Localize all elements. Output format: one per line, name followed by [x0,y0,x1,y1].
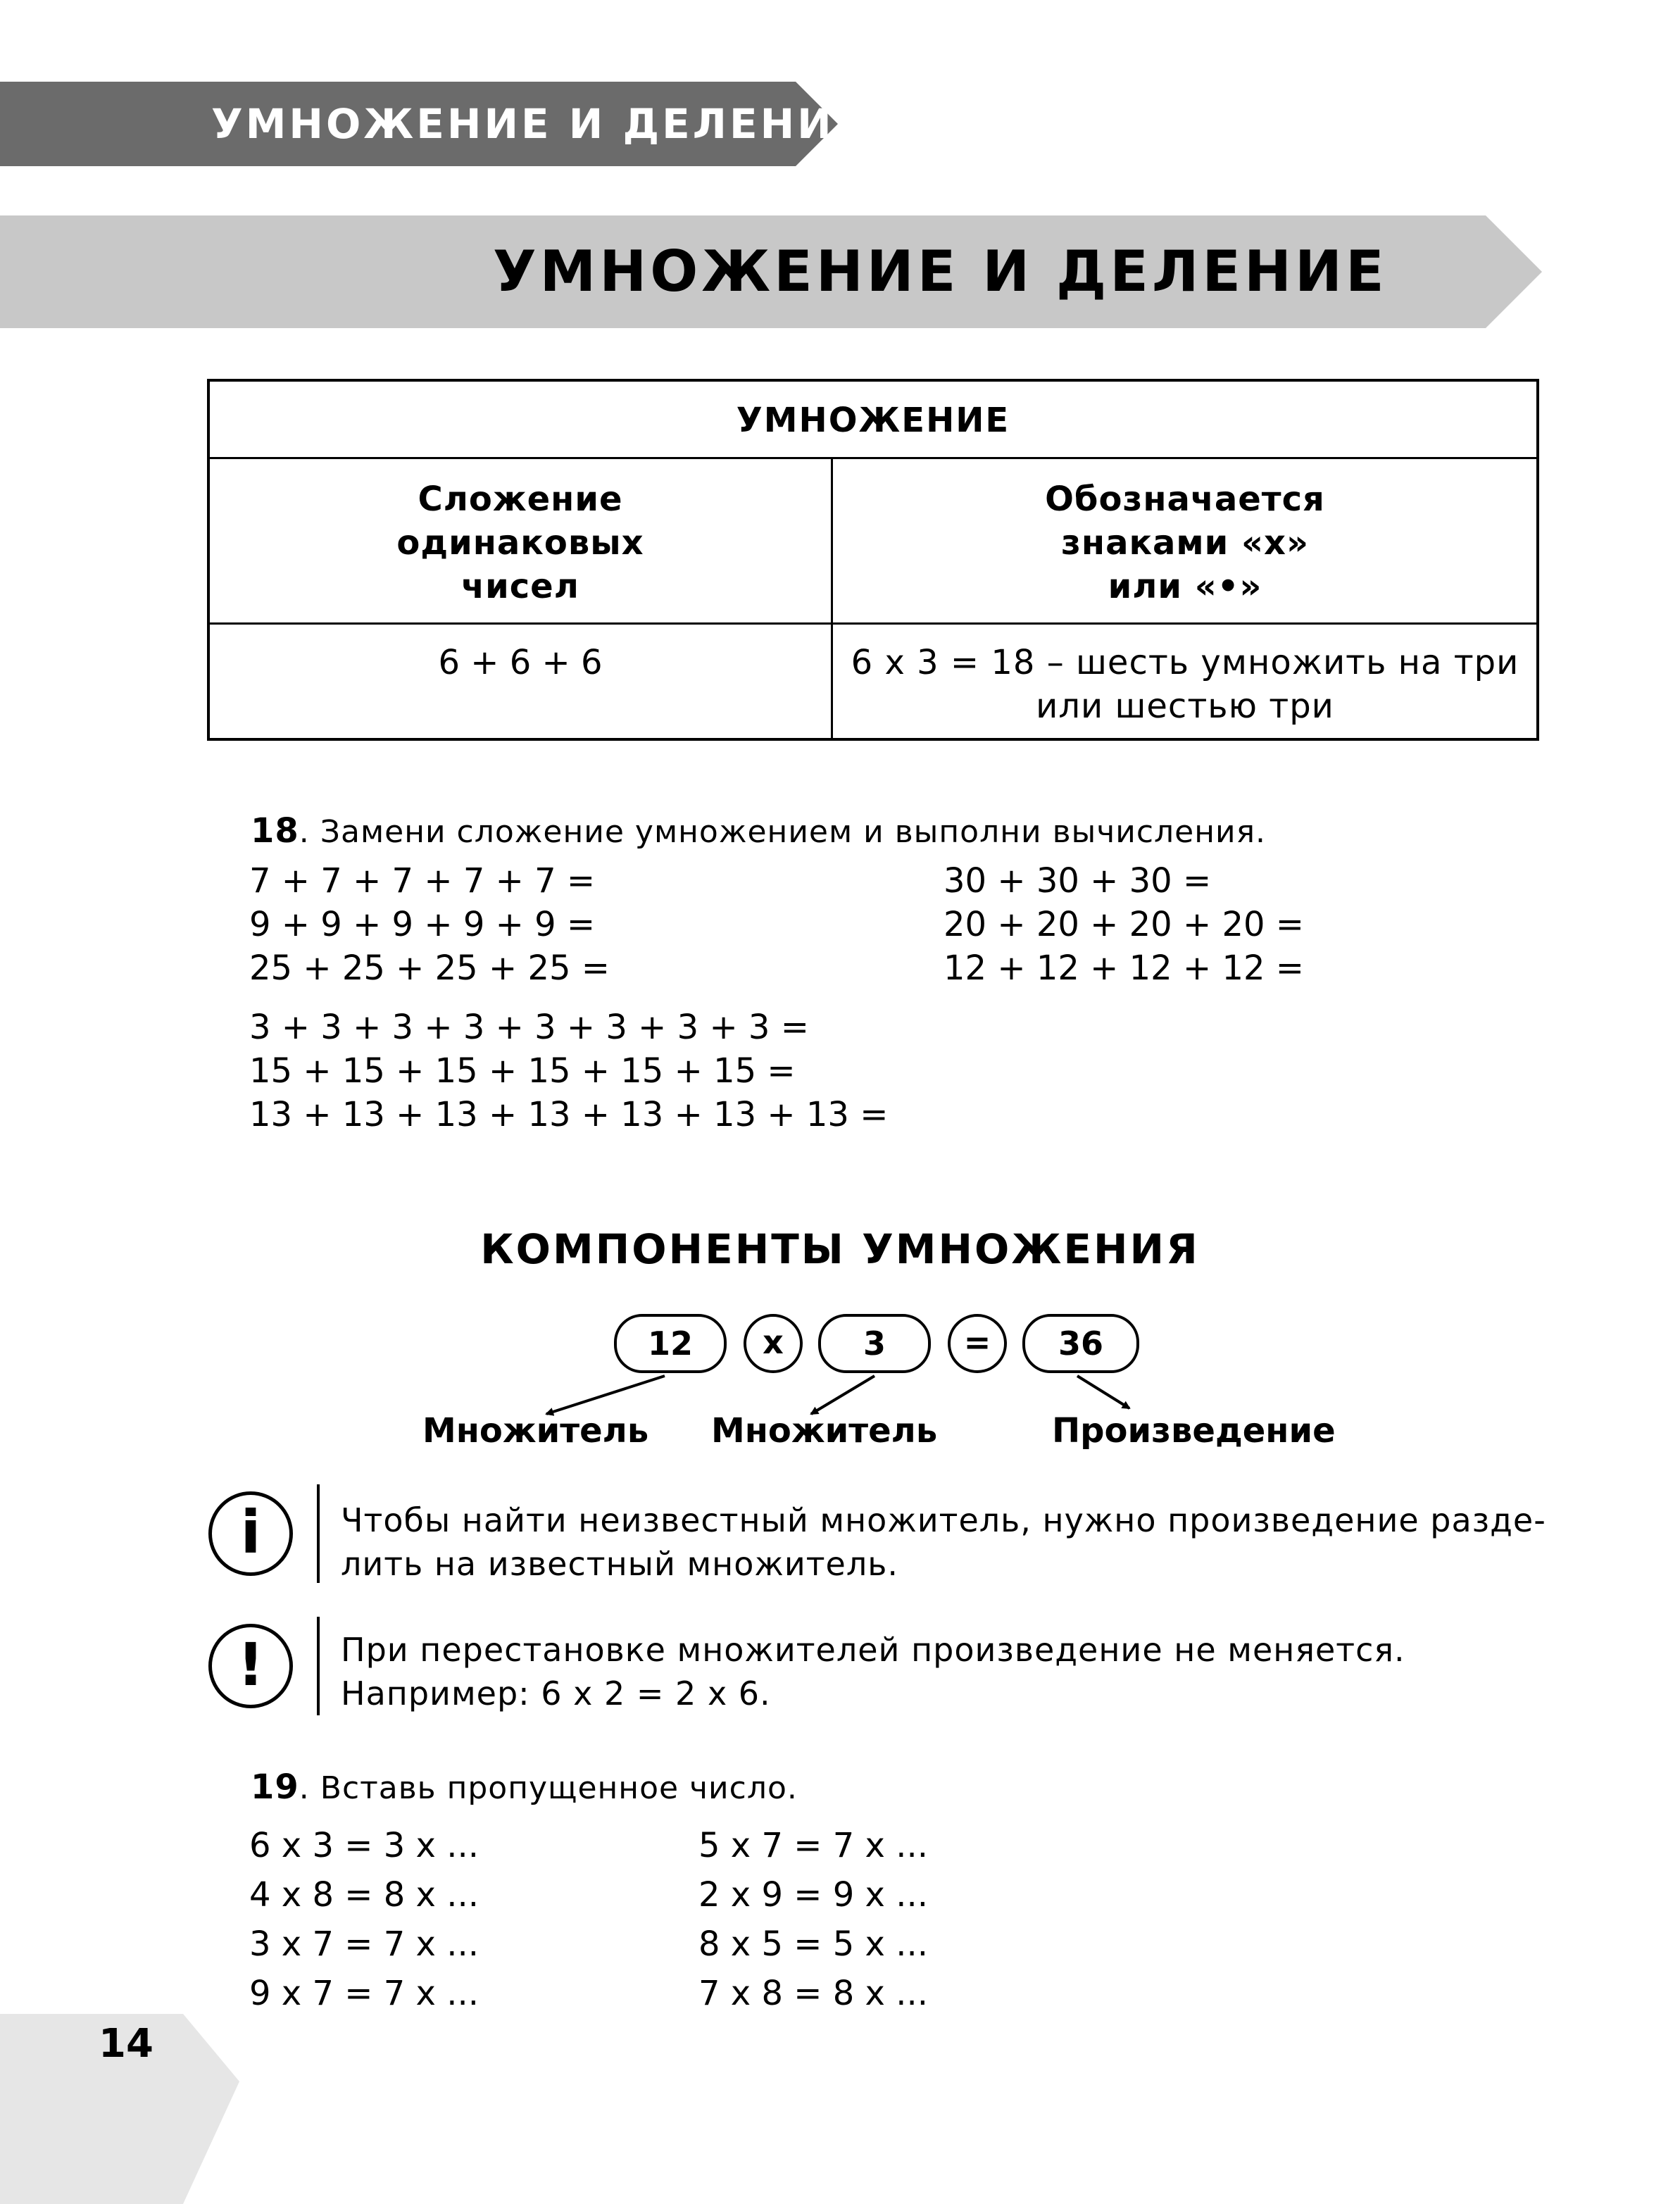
exercise-19-right-column [698,1821,928,2018]
expression: 2 х 9 = 9 х ... [698,1875,928,1915]
expression: 4 х 8 = 8 х ... [249,1875,479,1915]
exercise-number: 19 [251,1767,299,1807]
product-box: 36 [1022,1314,1139,1373]
exercise-instruction: . Вставь пропущенное число. [299,1770,798,1806]
factor1-box: 12 [614,1314,727,1373]
info-note-line: лить на известный множитель. [341,1545,898,1583]
label-factor1: Множитель [422,1411,649,1451]
warning-note-line: При перестановке множителей произведение не меняется. [341,1631,1405,1669]
warning-note-line: Например: 6 х 2 = 2 х 6. [341,1674,771,1713]
info-note-line: Чтобы найти неизвестный множитель, нужно произведение разде- [341,1501,1546,1539]
expression: 12 + 12 + 12 + 12 = [944,948,1304,988]
components-title: КОМПОНЕНТЫ УМНОЖЕНИЯ [480,1225,1200,1273]
table-cell-left-example: 6 + 6 + 6 [438,643,603,682]
warning-note-text [341,1628,1405,1715]
info-note-text [341,1498,1545,1586]
multiply-sign-box: х [744,1314,803,1373]
exercise-19-left-column [249,1821,479,2018]
page-title: УМНОЖЕНИЕ И ДЕЛЕНИЕ [493,239,1388,304]
expression: 3 + 3 + 3 + 3 + 3 + 3 + 3 + 3 = [249,1008,809,1047]
info-icon: i [208,1491,293,1576]
exercise-number: 18 [251,811,299,851]
table-cell-right-header: Обозначается знаками «х» или «•» [1045,480,1325,606]
section-label: УМНОЖЕНИЕ И ДЕЛЕНИЕ [211,100,865,148]
exercise-instruction: . Замени сложение умножением и выполни вычисления. [299,814,1267,850]
factor2-box: 3 [818,1314,931,1373]
note-divider [317,1484,320,1583]
expression: 7 + 7 + 7 + 7 + 7 = [249,861,596,901]
expression: 9 + 9 + 9 + 9 + 9 = [249,905,596,944]
equals-sign-box: = [948,1314,1007,1373]
expression: 5 х 7 = 7 х ... [698,1826,928,1865]
expression: 8 х 5 = 5 х ... [698,1924,928,1964]
exercise-19-title [251,1767,798,1807]
exclamation-icon: ! [208,1624,293,1708]
label-factor2: Множитель [711,1411,938,1451]
expression: 30 + 30 + 30 = [944,861,1212,901]
expression: 25 + 25 + 25 + 25 = [249,948,610,988]
expression: 15 + 15 + 15 + 15 + 15 + 15 = [249,1051,796,1091]
expression: 9 х 7 = 7 х ... [249,1974,479,2013]
note-divider [317,1617,320,1715]
expression: 6 х 3 = 3 х ... [249,1826,479,1865]
page-number: 14 [99,2021,153,2067]
expression: 3 х 7 = 7 х ... [249,1924,479,1964]
table-cell-left-header: Сложение одинаковых чисел [396,480,644,606]
expression: 7 х 8 = 8 х ... [698,1974,928,2013]
expression: 13 + 13 + 13 + 13 + 13 + 13 + 13 = [249,1095,889,1134]
table-cell-right-example: 6 х 3 = 18 – шесть умножить на три или шестью три [851,643,1519,726]
table-heading: УМНОЖЕНИЕ [210,382,1536,459]
expression: 20 + 20 + 20 + 20 = [944,905,1304,944]
label-product: Произведение [1052,1411,1336,1451]
